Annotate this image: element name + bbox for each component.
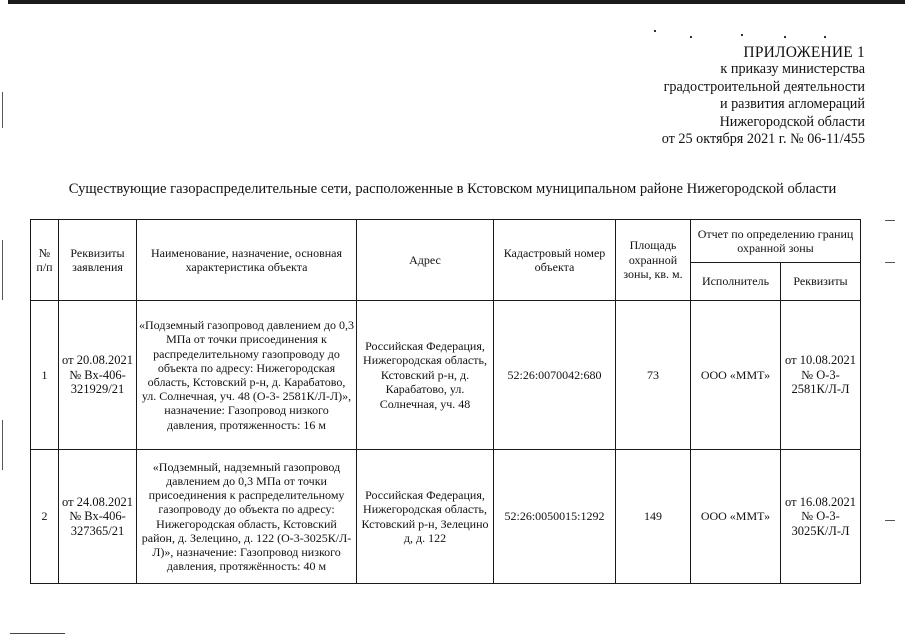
cell-address: Российская Федерация, Нижегородская область, Кстовский р-н, д. Карабатово, ул. Солнечная, уч. 48 — [357, 301, 494, 450]
appendix-line: градостроительной деятельности — [663, 78, 865, 95]
cell-executor: ООО «ММТ» — [691, 301, 781, 450]
cell-report-requisites: от 10.08.2021 № О-3-2581К/Л-Л — [781, 301, 861, 450]
cell-executor: ООО «ММТ» — [691, 450, 781, 584]
appendix-line: к приказу министерства — [720, 61, 865, 78]
scan-edge-mark — [885, 520, 895, 521]
scan-edge-mark — [10, 633, 65, 634]
scan-edge-mark — [2, 420, 3, 470]
scan-speck — [824, 36, 826, 38]
scan-edge-mark — [885, 262, 895, 263]
scan-speck — [690, 36, 692, 38]
table-row — [31, 301, 861, 450]
header-report-requisites: Реквизиты — [781, 263, 861, 301]
cell-cadastral: 52:26:0070042:680 — [494, 301, 616, 450]
header-address: Адрес — [357, 220, 494, 301]
cell-report-requisites: от 16.08.2021 № О-3-3025К/Л-Л — [781, 450, 861, 584]
scan-edge-mark — [2, 92, 3, 128]
appendix-header — [565, 44, 865, 148]
cell-cadastral: 52:26:0050015:1292 — [494, 450, 616, 584]
scan-speck — [784, 36, 786, 38]
header-requisites: Реквизиты заявления — [59, 220, 137, 301]
document-title: Существующие газораспределительные сети, расположенные в Кстовском муниципальном районе Нижегородской области — [68, 181, 837, 197]
header-area: Площадь охранной зоны, кв. м. — [616, 220, 691, 301]
cell-requisites: от 24.08.2021 № Вх-406-327365/21 — [59, 450, 137, 584]
header-cadastral: Кадастровый номер объекта — [494, 220, 616, 301]
header-num: № п/п — [31, 220, 59, 301]
appendix-line: от 25 октября 2021 г. № 06-11/455 — [661, 131, 865, 148]
header-object: Наименование, назначение, основная характеристика объекта — [137, 220, 357, 301]
scan-speck — [654, 30, 656, 32]
cell-address: Российская Федерация, Нижегородская область, Кстовский р-н, Зелецино д, д. 122 — [357, 450, 494, 584]
appendix-line: и развития агломераций — [719, 96, 865, 113]
appendix-heading: ПРИЛОЖЕНИЕ 1 — [743, 44, 865, 61]
cell-area: 73 — [616, 301, 691, 450]
cell-num: 1 — [31, 301, 59, 450]
table-row — [31, 450, 861, 584]
scan-speck — [741, 34, 743, 36]
cell-area: 149 — [616, 450, 691, 584]
cell-num: 2 — [31, 450, 59, 584]
appendix-line: Нижегородской области — [719, 113, 865, 130]
scan-edge-mark — [885, 220, 895, 221]
cell-requisites: от 20.08.2021 № Вх-406-321929/21 — [59, 301, 137, 450]
gas-network-table — [30, 219, 861, 584]
scan-edge-mark — [2, 240, 3, 300]
header-executor: Исполнитель — [691, 263, 781, 301]
scan-top-border — [8, 0, 905, 4]
cell-object: «Подземный, надземный газопровод давлением до 0,3 МПа от точки присоединения к распределительному газопроводу до объекта по адресу: Нижегородская область, Кстовский район, д. Зелецино, д. 122 (О-3-3025К/Л-Л)», назначение: Газопровод низкого давления, протяжённость: 40 м — [137, 450, 357, 584]
header-report: Отчет по определению границ охранной зоны — [691, 220, 861, 263]
cell-object: «Подземный газопровод давлением до 0,3 МПа от точки присоединения к распределительному газопроводу до объекта по адресу: Нижегородская область, Кстовский р-н, д. Карабатово, ул. Солнечная, уч. 48 (О-3- 2581К/Л-Л)», назначение: Газопровод низкого давления, протяженность: 16 м — [137, 301, 357, 450]
